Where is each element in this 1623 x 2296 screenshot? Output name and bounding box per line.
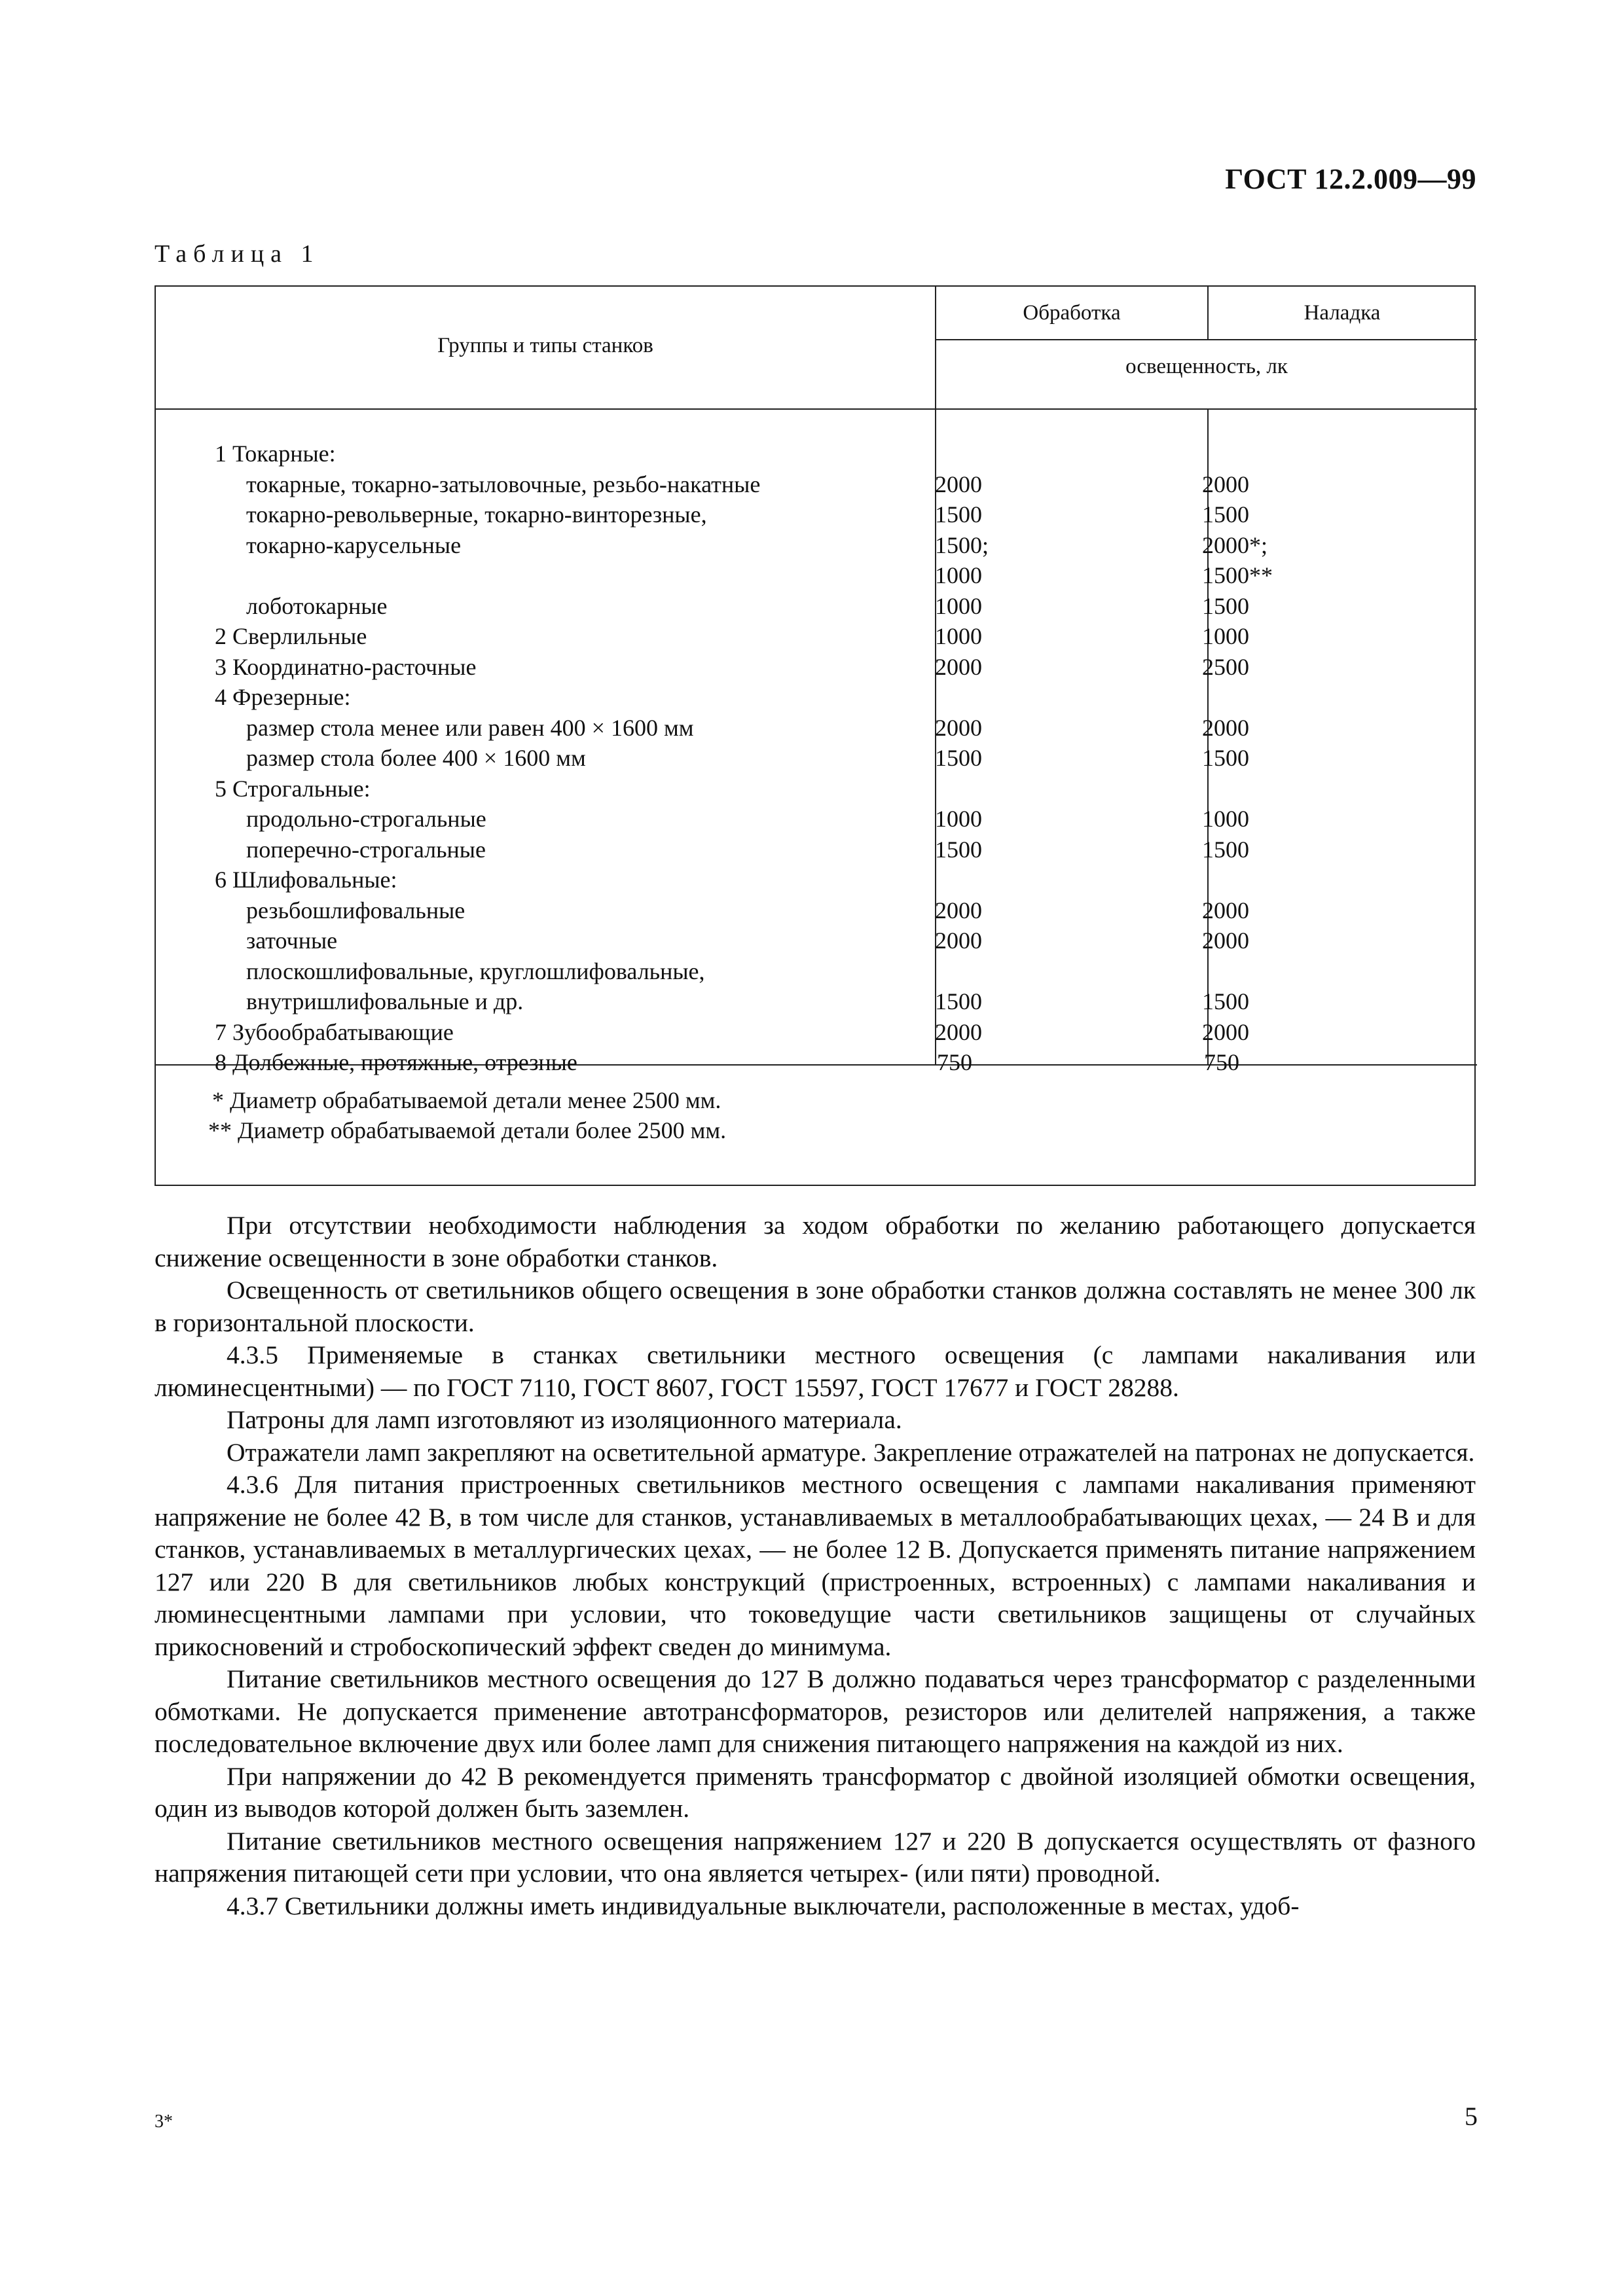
processing-lux-value: 1000 [935,806,982,832]
column-header-processing: Обработка [1023,301,1121,325]
processing-lux-value: 1000 [935,623,982,649]
table-row [156,1017,1474,1048]
paragraph: 4.3.6 Для питания пристроенных светильников местного освещения с лампами накаливания применяют напряжение не более 42 В, в том числе для станков, устанавливаемых в металлообрабатывающих цехах, — 24 В и для станков, устанавливаемых в металлургических цехах, — не более 12 В. Допускается применять питание напряжением 127 или 220 В для светильников любых конструкций (пристроенных, встроенных) с лампами накаливания и люминесцентными лампами при условии, что токоведущие части светильников защищены от случайных прикосновений и стробоскопический эффект сведен до минимума. [155,1470,1476,1661]
machine-type-label: размер стола более 400 × 1600 мм [246,745,586,771]
setup-lux-value: 1500 [1202,501,1249,528]
setup-lux-value: 750 [1204,1049,1239,1075]
column-header-group: Группы и типы станков [437,334,653,357]
processing-lux-value: 2000 [935,927,982,954]
table-row [156,499,1474,530]
table-row [156,439,1474,469]
table-row [156,560,1474,591]
setup-lux-value: 2500 [1202,653,1249,680]
machine-type-label: резьбошлифовальные [246,897,465,924]
table-row [156,652,1474,683]
setup-lux-value: 1500** [1202,562,1273,588]
footnote: * Диаметр обрабатываемой детали менее 2500 мм. [212,1087,721,1113]
setup-lux-value: 2000 [1202,1018,1249,1045]
processing-lux-value: 1500 [935,988,982,1014]
machine-type-label: 4 Фрезерные: [215,684,351,710]
setup-lux-value: 2000 [1202,471,1249,497]
table-caption: Таблица 1 [155,240,320,268]
paragraph: 4.3.5 Применяемые в станках светильники местного освещения (с лампами накаливания или люминесцентными) — по ГОСТ 7110, ГОСТ 8607, ГОСТ 15597, ГОСТ 17677 и ГОСТ 28288. [155,1340,1476,1402]
table-row [156,865,1474,895]
document-id: ГОСТ 12.2.009—99 [1225,163,1476,195]
table-row [156,986,1474,1017]
setup-lux-value: 1000 [1202,623,1249,649]
setup-lux-value: 1500 [1202,745,1249,771]
setup-lux-value: 2000 [1202,897,1249,924]
processing-lux-value: 2000 [935,714,982,741]
setup-lux-value: 2000*; [1202,531,1268,558]
machine-type-label: поперечно-строгальные [246,836,486,863]
machine-type-label: 5 Строгальные: [215,775,371,802]
table-body [156,410,1474,1078]
processing-lux-value: 750 [937,1049,972,1075]
setup-lux-value: 1500 [1202,836,1249,863]
table-row [156,591,1474,622]
table-row [156,895,1474,926]
paragraph: Освещенность от светильников общего освещения в зоне обработки станков должна составлять не менее 300 лк в горизонтальной плоскости. [155,1276,1476,1337]
processing-lux-value: 1000 [935,562,982,588]
processing-lux-value: 1500; [935,531,989,558]
table-row [156,713,1474,744]
machine-type-label: плоскошлифовальные, круглошлифовальные, [246,958,705,984]
paragraph: Патроны для ламп изготовляют из изоляционного материала. [227,1405,902,1434]
machine-type-label: 8 Долбежные, протяжные, отрезные [215,1049,577,1075]
machine-type-label: заточные [246,927,338,954]
table-divider [935,339,1477,340]
machine-type-label: токарно-карусельные [246,531,462,558]
table-row [156,804,1474,834]
setup-lux-value: 2000 [1202,714,1249,741]
table-row [156,469,1474,500]
processing-lux-value: 1500 [935,745,982,771]
page-number: 5 [1465,2102,1478,2131]
machine-type-label: продольно-строгальные [246,806,486,832]
table-row [156,1047,1474,1078]
paragraph: 4.3.7 Светильники должны иметь индивидуальные выключатели, расположенные в местах, удоб- [227,1891,1300,1920]
paragraph: При отсутствии необходимости наблюдения за ходом обработки по желанию работающего допускается снижение освещенности в зоне обработки станков. [155,1211,1476,1272]
processing-lux-value: 2000 [935,653,982,680]
setup-lux-value: 1000 [1202,806,1249,832]
machine-type-label: лоботокарные [246,592,388,619]
setup-lux-value: 1500 [1202,988,1249,1014]
processing-lux-value: 2000 [935,897,982,924]
table-row [156,621,1474,652]
machine-type-label: 3 Координатно-расточные [215,653,477,680]
illumination-table [155,285,1476,1186]
processing-lux-value: 2000 [935,1018,982,1045]
processing-lux-value: 1500 [935,836,982,863]
setup-lux-value: 1500 [1202,592,1249,619]
body-text [155,1210,1476,1922]
machine-type-label: токарно-револьверные, токарно-винторезные, [246,501,707,528]
sheet-mark: 3* [155,2111,173,2132]
table-row [156,743,1474,774]
machine-type-label: внутришлифовальные и др. [246,988,524,1014]
processing-lux-value: 2000 [935,471,982,497]
table-row [156,956,1474,987]
machine-type-label: 6 Шлифовальные: [215,867,397,893]
machine-type-label: 7 Зубообрабатывающие [215,1018,454,1045]
table-row [156,682,1474,713]
column-header-setup: Наладка [1304,301,1381,325]
table-row [156,774,1474,804]
machine-type-label: размер стола менее или равен 400 × 1600 мм [246,714,694,741]
processing-lux-value: 1000 [935,592,982,619]
machine-type-label: токарные, токарно-затыловочные, резьбо-накатные [246,471,761,497]
footnote: ** Диаметр обрабатываемой детали более 2500 мм. [208,1117,727,1143]
setup-lux-value: 2000 [1202,927,1249,954]
paragraph: Питание светильников местного освещения напряжением 127 и 220 В допускается осуществлять от фазного напряжения питающей сети при условии, что она является четырех- (или пяти) проводной. [155,1826,1476,1888]
paragraph: Питание светильников местного освещения до 127 В должно подаваться через трансформатор с разделенными обмотками. Не допускается применение автотрансформаторов, резисторов или делителей напряжения, а также последовательное включение двух или более ламп для снижения питающего напряжения на каждой из них. [155,1664,1476,1758]
paragraph: Отражатели ламп закрепляют на осветительной арматуре. Закрепление отражателей на патронах не допускается. [227,1437,1475,1467]
machine-type-label: 2 Сверлильные [215,623,367,649]
table-row [156,530,1474,561]
paragraph: При напряжении до 42 В рекомендуется применять трансформатор с двойной изоляцией обмотки освещения, один из выводов которой должен быть заземлен. [155,1761,1476,1823]
table-row [156,925,1474,956]
machine-type-label: 1 Токарные: [215,440,336,467]
processing-lux-value: 1500 [935,501,982,528]
table-footnotes [156,1085,1474,1145]
units-header: освещенность, лк [1125,355,1288,378]
table-row [156,834,1474,865]
